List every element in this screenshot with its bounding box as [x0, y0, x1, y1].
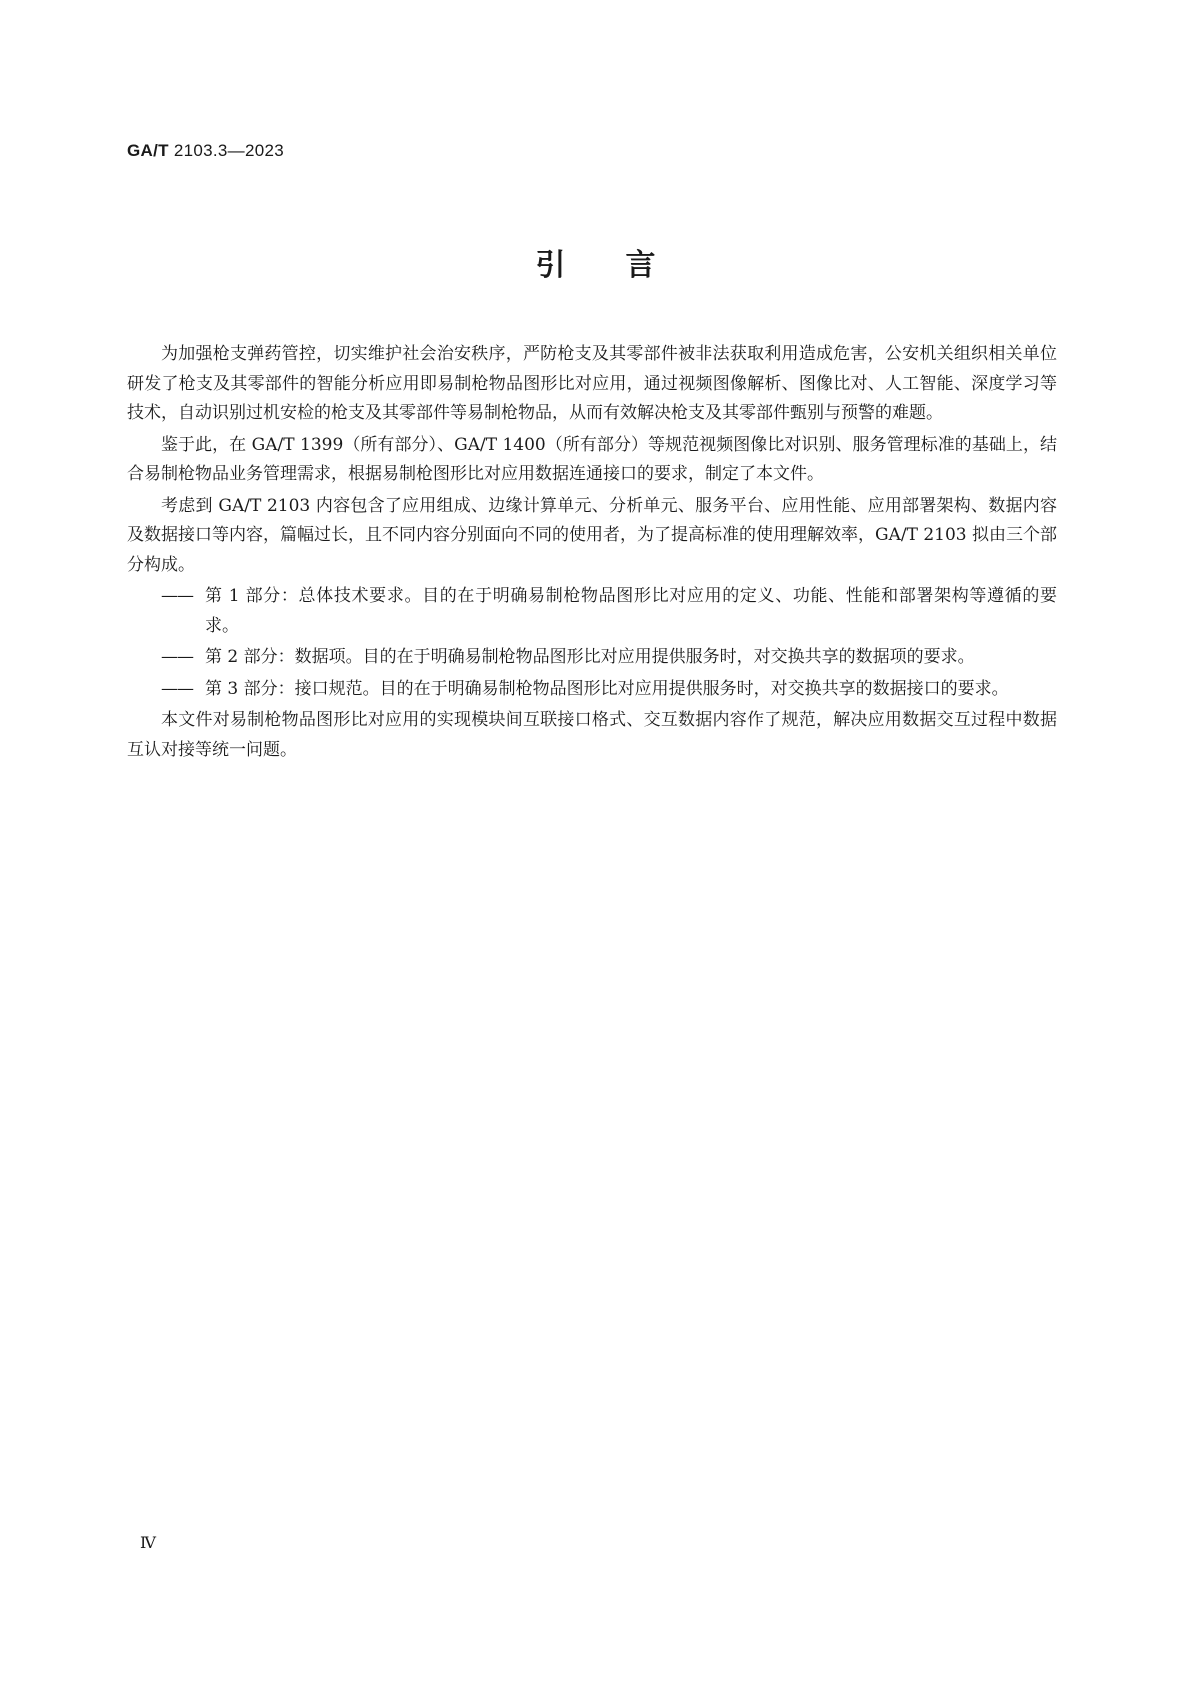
list-dash: ——: [161, 678, 193, 699]
list-item-text: 第 1 部分：总体技术要求。目的在于明确易制枪物品图形比对应用的定义、功能、性能和部署架构等遵循的要求。: [205, 586, 1057, 636]
paragraph: 鉴于此，在 GA/T 1399（所有部分）、GA/T 1400（所有部分）等规范视频图像比对识别、服务管理标准的基础上，结合易制枪物品业务管理需求，根据易制枪图形比对应用数据连通接口的要求，制定了本文件。: [127, 434, 1057, 484]
page-title: 引言: [535, 248, 716, 283]
list-dash: ——: [161, 647, 193, 667]
paragraph: 为加强枪支弹药管控，切实维护社会治安秩序，严防枪支及其零部件被非法获取利用造成危害，公安机关组织相关单位研发了枪支及其零部件的智能分析应用即易制枪物品图形比对应用，通过视频图像解析、图像比对、人工智能、深度学习等技术，自动识别过机安检的枪支及其零部件等易制枪物品，从而有效解决枪支及其零部件甄别与预警的难题。: [127, 344, 1057, 423]
document-code: [127, 141, 284, 161]
list-dash: ——: [161, 586, 193, 606]
list-item: [127, 675, 1057, 705]
list-item: [127, 643, 1057, 673]
paragraph-closing: 本文件对易制枪物品图形比对应用的实现模块间互联接口格式、交互数据内容作了规范，解决应用数据交互过程中数据互认对接等统一问题。: [127, 710, 1057, 760]
list-item: [127, 582, 1057, 641]
paragraph: 考虑到 GA/T 2103 内容包含了应用组成、边缘计算单元、分析单元、服务平台、应用性能、应用部署架构、数据内容及数据接口等内容，篇幅过长，且不同内容分别面向不同的使用者，为了提高标准的使用理解效率，GA/T 2103 拟由三个部分构成。: [127, 495, 1057, 575]
document-code-number: 2103.3—2023: [173, 141, 284, 160]
document-body: [127, 340, 1057, 767]
page-number: Ⅳ: [140, 1533, 156, 1552]
list-item-text: 第 3 部分：接口规范。目的在于明确易制枪物品图形比对应用提供服务时，对交换共享的数据接口的要求。: [205, 678, 1009, 699]
list-item-text: 第 2 部分：数据项。目的在于明确易制枪物品图形比对应用提供服务时，对交换共享的数据项的要求。: [205, 647, 975, 667]
document-code-prefix: GA/T: [127, 141, 169, 160]
